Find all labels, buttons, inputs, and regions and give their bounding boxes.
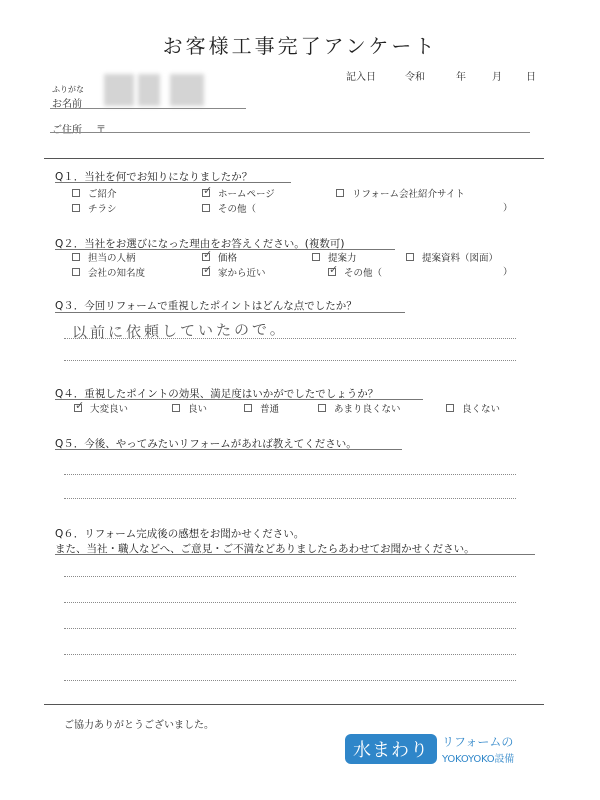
checkbox-checked[interactable]: [202, 253, 210, 261]
q1-option-homepage[interactable]: ✓ ホームページ: [202, 186, 275, 200]
checkbox[interactable]: [172, 404, 180, 412]
q5-answer-line-1[interactable]: [64, 474, 516, 475]
checkbox[interactable]: [244, 404, 252, 412]
date-label: 記入日: [346, 72, 376, 83]
checkbox[interactable]: [406, 253, 414, 261]
footer-divider: [44, 704, 544, 705]
name-label: お名前: [52, 99, 82, 110]
q1-option-referral-site[interactable]: リフォーム会社紹介サイト: [336, 186, 465, 200]
q1-option-referral[interactable]: ご紹介: [72, 186, 117, 200]
checkbox[interactable]: [336, 189, 344, 197]
address-underline[interactable]: [50, 132, 530, 133]
q3-answer-line-2[interactable]: [64, 360, 516, 361]
q4-question: Q４．重視したポイントの効果、満足度はいかがでしたでしょうか？: [55, 388, 379, 400]
q6-question-line2: また、当社・職人などへ、ご意見・ご不満などありましたらあわせてお聞かせください。: [55, 543, 475, 555]
q6-underline: [55, 554, 535, 555]
q5-answer-line-2[interactable]: [64, 498, 516, 499]
q2-option-price[interactable]: ✓ 価格: [202, 250, 237, 264]
postal-mark: 〒: [96, 125, 106, 136]
thanks-message: ご協力ありがとうございました。: [64, 720, 214, 731]
date-month: 月: [492, 72, 502, 83]
name-underline[interactable]: [50, 108, 246, 109]
q1-option-flyer[interactable]: チラシ: [72, 201, 117, 215]
q2-option-staff[interactable]: 担当の人柄: [72, 250, 136, 264]
furigana-label: ふりがな: [52, 85, 84, 94]
date-era: 令和: [405, 72, 425, 83]
q3-question: Q３．今回リフォームで重視したポイントはどんな点でしたか？: [55, 300, 357, 312]
q2-option-materials[interactable]: 提案資料（図面）: [406, 250, 498, 264]
q2-option-proposal[interactable]: 提案力: [312, 250, 357, 264]
section-divider: [44, 158, 544, 159]
q6-answer-line-4[interactable]: [64, 654, 516, 655]
checkbox[interactable]: [72, 253, 80, 261]
checkbox-checked[interactable]: [328, 268, 336, 276]
q4-option-very-good[interactable]: ✓ 大変良い: [74, 401, 128, 415]
q4-option-average[interactable]: 普通: [244, 401, 279, 415]
q6-answer-line-2[interactable]: [64, 602, 516, 603]
q4-option-bad[interactable]: 良くない: [446, 401, 500, 415]
company-logo: 水まわり: [345, 734, 437, 764]
address-label: ご住所: [52, 125, 82, 136]
q6-question-line1: Q６．リフォーム完成後の感想をお聞かせください。: [55, 528, 305, 540]
checkbox[interactable]: [72, 189, 80, 197]
checkbox-checked[interactable]: [202, 189, 210, 197]
q2-option-nearby[interactable]: ✓ 家から近い: [202, 265, 266, 279]
checkbox-checked[interactable]: [74, 404, 82, 412]
checkbox[interactable]: [202, 204, 210, 212]
q4-option-not-very-good[interactable]: あまり良くない: [318, 401, 401, 415]
q1-other-close: ）: [503, 203, 513, 214]
q2-option-reputation[interactable]: 会社の知名度: [72, 265, 145, 279]
redacted-name-1: [104, 74, 134, 106]
q6-answer-line-1[interactable]: [64, 576, 516, 577]
checkbox[interactable]: [72, 268, 80, 276]
checkbox-checked[interactable]: [202, 268, 210, 276]
checkbox[interactable]: [312, 253, 320, 261]
q2-option-other[interactable]: ✓ その他（: [328, 265, 382, 279]
date-year: 年: [456, 72, 466, 83]
q1-underline: [55, 182, 291, 183]
q3-answer-line-1[interactable]: [64, 338, 516, 339]
logo-company-name: YOKOYOKO設備: [442, 754, 515, 765]
page-title: お客様工事完了アンケート: [162, 34, 438, 58]
checkbox[interactable]: [446, 404, 454, 412]
q5-underline: [55, 449, 402, 450]
redacted-name-2: [138, 74, 160, 106]
q3-handwritten-answer[interactable]: 以前に依頼していたので。: [71, 320, 288, 342]
q1-option-other[interactable]: その他（: [202, 201, 256, 215]
q4-underline: [55, 399, 423, 400]
q2-other-close: ）: [503, 267, 513, 278]
redacted-name-3: [170, 74, 204, 106]
logo-subtitle: リフォームの: [442, 735, 514, 749]
q6-answer-line-3[interactable]: [64, 628, 516, 629]
q2-question: Q２．当社をお選びになった理由をお答えください。(複数可): [55, 238, 345, 250]
q1-question: Q１．当社を何でお知りになりましたか？: [55, 171, 253, 183]
checkbox[interactable]: [318, 404, 326, 412]
date-day: 日: [526, 72, 536, 83]
q3-underline: [55, 312, 405, 313]
q6-answer-line-5[interactable]: [64, 680, 516, 681]
q5-question: Q５．今後、やってみたいリフォームがあれば教えてください。: [55, 438, 357, 450]
q4-option-good[interactable]: 良い: [172, 401, 207, 415]
checkbox[interactable]: [72, 204, 80, 212]
